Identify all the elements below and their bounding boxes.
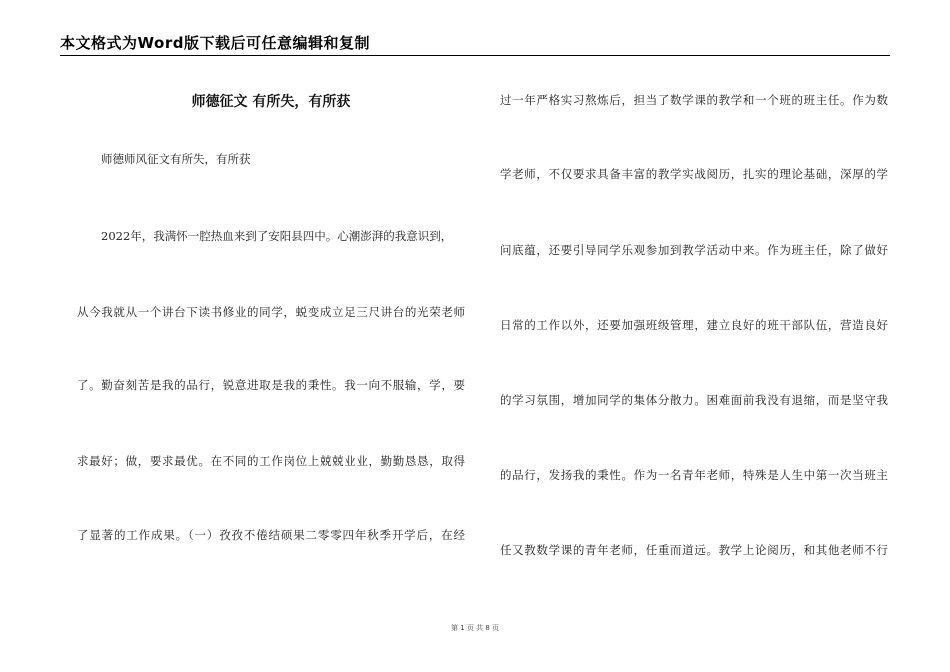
paragraph-line: 从今我就从一个讲台下读书修业的同学，蜕变成立足三尺讲台的光荣老师 — [77, 305, 465, 319]
header-rule — [60, 55, 890, 56]
paragraph-line: 任又教数学课的青年老师，任重而道远。教学上论阅历，和其他老师不行 — [500, 543, 888, 557]
paragraph-line: 的品行，发扬我的秉性。作为一名青年老师，特殊是人生中第一次当班主 — [500, 468, 888, 482]
document-banner: 本文格式为Word版下载后可任意编辑和复制 — [60, 34, 370, 52]
paragraph-line: 了显著的工作成果。（一）孜孜不倦结硕果二零零四年秋季开学后，在经 — [77, 528, 465, 542]
paragraph-line: 学老师，不仅要求具备丰富的教学实战阅历，扎实的理论基础，深厚的学 — [500, 167, 888, 181]
paragraph-line: 师德师风征文有所失，有所获 — [101, 152, 251, 166]
paragraph-line: 问底蕴，还要引导同学乐观参加到教学活动中来。作为班主任，除了做好 — [500, 243, 888, 257]
paragraph-line: 求最好；做，要求最优。在不同的工作岗位上兢兢业业，勤勤恳恳，取得 — [77, 454, 465, 468]
paragraph-line: 2022年，我满怀一腔热血来到了安阳县四中。心潮澎湃的我意识到， — [101, 229, 453, 243]
paragraph-line: 日常的工作以外，还要加强班级管理，建立良好的班干部队伍，营造良好 — [500, 318, 888, 332]
page-number: 第 1 页 共 8 页 — [450, 624, 500, 632]
paragraph-line: 了。勤奋刻苦是我的品行，锐意进取是我的秉性。我一向不服输，学，要 — [77, 378, 465, 392]
document-title: 师德征文 有所失，有所获 — [191, 94, 351, 110]
paragraph-line: 过一年严格实习熬炼后，担当了数学课的教学和一个班的班主任。作为数 — [500, 93, 888, 107]
paragraph-line: 的学习氛围，增加同学的集体分散力。困难面前我没有退缩，而是坚守我 — [500, 393, 888, 407]
